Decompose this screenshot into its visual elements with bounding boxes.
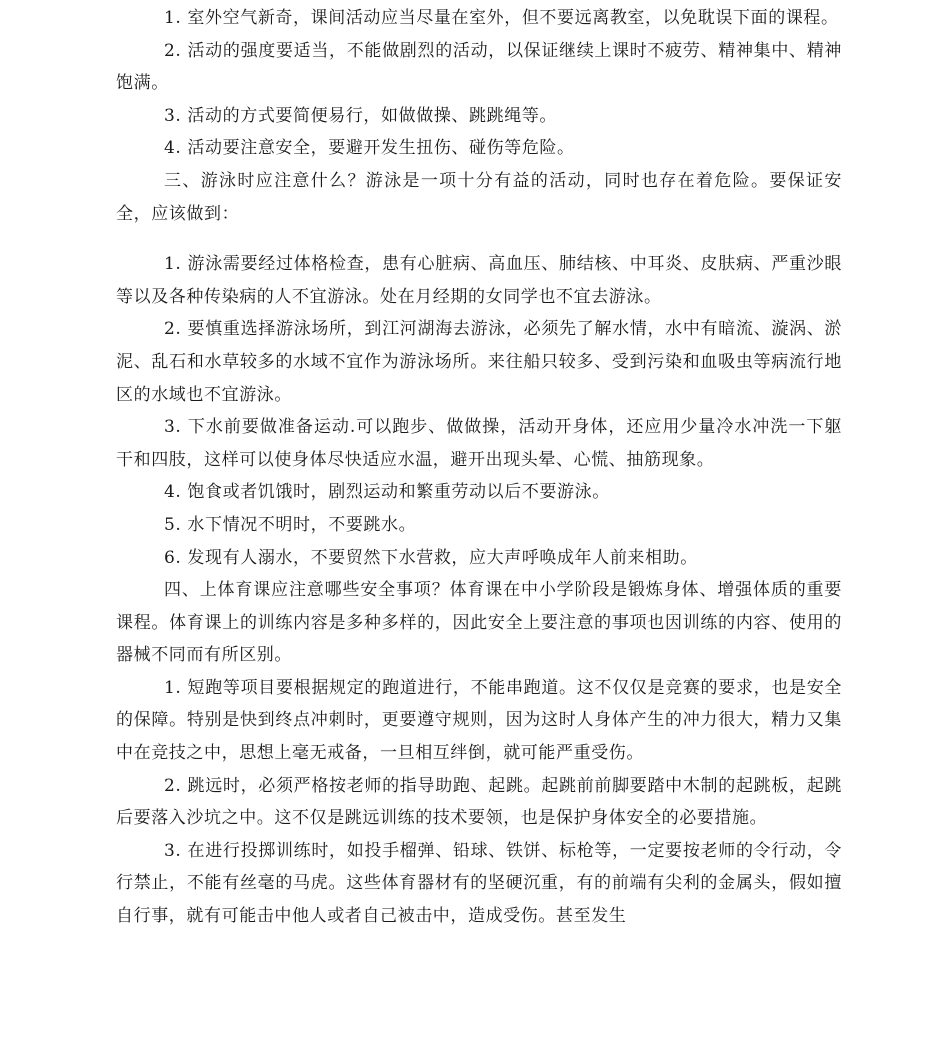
- paragraph-swim-1: 1. 游泳需要经过体格检查，患有心脏病、高血压、肺结核、中耳炎、皮肤病、严重沙眼等以及各种传染病的人不宜游泳。处在月经期的女同学也不宜去游泳。: [116, 254, 842, 307]
- section-heading-swimming: 三、游泳时应注意什么？游泳是一项十分有益的活动，同时也存在着危险。要保证安全，应该做到：: [116, 170, 842, 224]
- paragraph-pe-3: 3. 在进行投掷训练时，如投手榴弹、铅球、铁饼、标枪等，一定要按老师的令行动，令行禁止，不能有丝毫的马虎。这些体育器材有的坚硬沉重，有的前端有尖利的金属头，假如擅自行事，就有可能击中他人或者自己被击中，造成受伤。甚至发生: [116, 840, 842, 927]
- document-body: [116, 2, 842, 933]
- paragraph-swim-4: 4. 饱食或者饥饿时，剧烈运动和繁重劳动以后不要游泳。: [164, 482, 610, 503]
- paragraph-recess-2: 2. 活动的强度要适当，不能做剧烈的活动，以保证继续上课时不疲劳、精神集中、精神饱满。: [116, 40, 842, 94]
- paragraph-recess-3: 3. 活动的方式要简便易行，如做做操、跳跳绳等。: [164, 105, 558, 126]
- paragraph-recess-1: 1. 室外空气新奇，课间活动应当尽量在室外，但不要远离教室，以免耽误下面的课程。: [164, 8, 839, 28]
- paragraph-swim-6: 6. 发现有人溺水，不要贸然下水营救，应大声呼唤成年人前来相助。: [164, 547, 698, 568]
- paragraph-pe-2: 2. 跳远时，必须严格按老师的指导助跑、起跳。起跳前前脚要踏中木制的起跳板，起跳后要落入沙坑之中。这不仅是跳远训练的技术要领，也是保护身体安全的必要措施。: [116, 775, 842, 829]
- section-heading-pe: 四、上体育课应注意哪些安全事项？体育课在中小学阶段是锻炼身体、增强体质的重要课程。体育课上的训练内容是多种多样的，因此安全上要注意的事项也因训练的内容、使用的器械不同而有所区别。: [116, 580, 842, 666]
- paragraph-pe-1: 1. 短跑等项目要根据规定的跑道进行，不能串跑道。这不仅仅是竞赛的要求，也是安全的保障。特别是快到终点冲刺时，更要遵守规则，因为这时人身体产生的冲力很大，精力又集中在竞技之中，思想上毫无戒备，一旦相互绊倒，就可能严重受伤。: [116, 677, 842, 764]
- paragraph-swim-2: 2. 要慎重选择游泳场所，到江河湖海去游泳，必须先了解水情，水中有暗流、漩涡、淤泥、乱石和水草较多的水域不宜作为游泳场所。来往船只较多、受到污染和血吸虫等病流行地区的水域也不宜游泳。: [116, 319, 842, 405]
- paragraph-swim-5: 5. 水下情况不明时，不要跳水。: [164, 514, 417, 535]
- paragraph-recess-4: 4. 活动要注意安全，要避开发生扭伤、碰伤等危险。: [164, 138, 575, 159]
- paragraph-swim-3: 3. 下水前要做准备运动.可以跑步、做做操，活动开身体，还应用少量冷水冲洗一下躯干和四肢，这样可以使身体尽快适应水温，避开出现头晕、心慌、抽筋现象。: [116, 417, 842, 470]
